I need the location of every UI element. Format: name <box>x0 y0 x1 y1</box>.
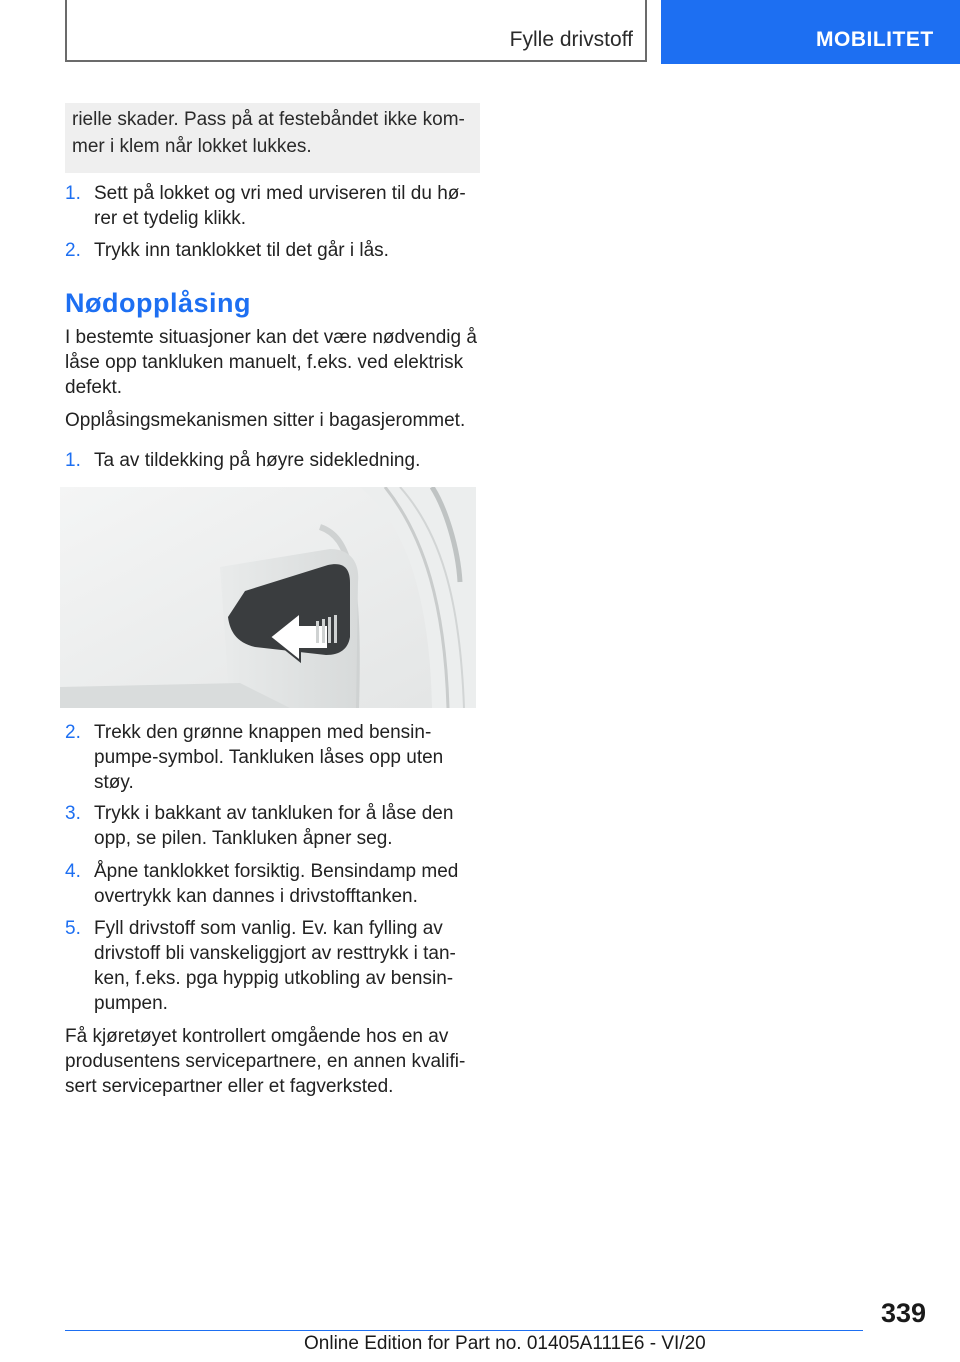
intro-paragraph: I bestemte situasjoner kan det være nødvendig å låse opp tankluken manuelt, f.eks. ved elektrisk defekt. <box>65 327 477 398</box>
step-text: Trykk inn tanklokket til det går i lås. <box>94 240 389 261</box>
step-number: 4. <box>65 861 81 882</box>
chapter-tab[interactable]: MOBILITET <box>661 0 960 64</box>
step-text: Sett på lokket og vri med urviseren til du hører et tydelig klikk. <box>94 183 466 229</box>
step-number: 1. <box>65 450 81 471</box>
edition-footer: Online Edition for Part no. 01405A111E6 - VI/20 <box>304 1333 706 1354</box>
list-item <box>65 801 480 851</box>
step-text: Fyll drivstoff som vanlig. Ev. kan fylling av drivstoff bli vanskeliggjort av resttrykk i tanken, f.eks. pga hyppig utkobling av bensinpumpen. <box>94 918 456 1014</box>
list-item <box>65 859 480 909</box>
trunk-side-trim-illustration <box>60 487 476 708</box>
step-number: 1. <box>65 183 81 204</box>
note-line: rielle skader. Pass på at festebåndet ikke kom- <box>72 109 465 130</box>
list-item <box>65 181 480 231</box>
step-text: Trekk den grønne knappen med bensinpumpe-symbol. Tankluken låses opp uten støy. <box>94 722 444 793</box>
location-paragraph: Opplåsingsmekanismen sitter i bagasjerommet. <box>65 410 466 431</box>
closing-paragraph: Få kjøretøyet kontrollert omgående hos en av produsentens servicepartnere, en annen kvalifisert servicepartner eller et fagverksted. <box>65 1026 466 1097</box>
step-number: 5. <box>65 918 81 939</box>
step-text: Trykk i bakkant av tankluken for å låse den opp, se pilen. Tankluken åpner seg. <box>94 803 454 849</box>
list-item <box>65 916 480 1016</box>
section-label: Fylle drivstoff <box>509 28 633 51</box>
footer-divider <box>65 1330 863 1331</box>
section-heading: Nødopplåsing <box>65 288 251 318</box>
step-text: Ta av tildekking på høyre sidekledning. <box>94 450 421 471</box>
list-item <box>65 720 480 795</box>
step-number: 2. <box>65 240 81 261</box>
step-text: Åpne tanklokket forsiktig. Bensindamp med overtrykk kan dannes i drivstofftanken. <box>94 861 459 907</box>
list-item <box>65 448 480 473</box>
note-box <box>65 103 480 173</box>
header-section-box <box>65 0 647 62</box>
page-number: 339 <box>880 1298 926 1328</box>
note-line: mer i klem når lokket lukkes. <box>72 136 312 157</box>
step-number: 3. <box>65 803 81 824</box>
step-number: 2. <box>65 722 81 743</box>
list-item <box>65 238 480 263</box>
